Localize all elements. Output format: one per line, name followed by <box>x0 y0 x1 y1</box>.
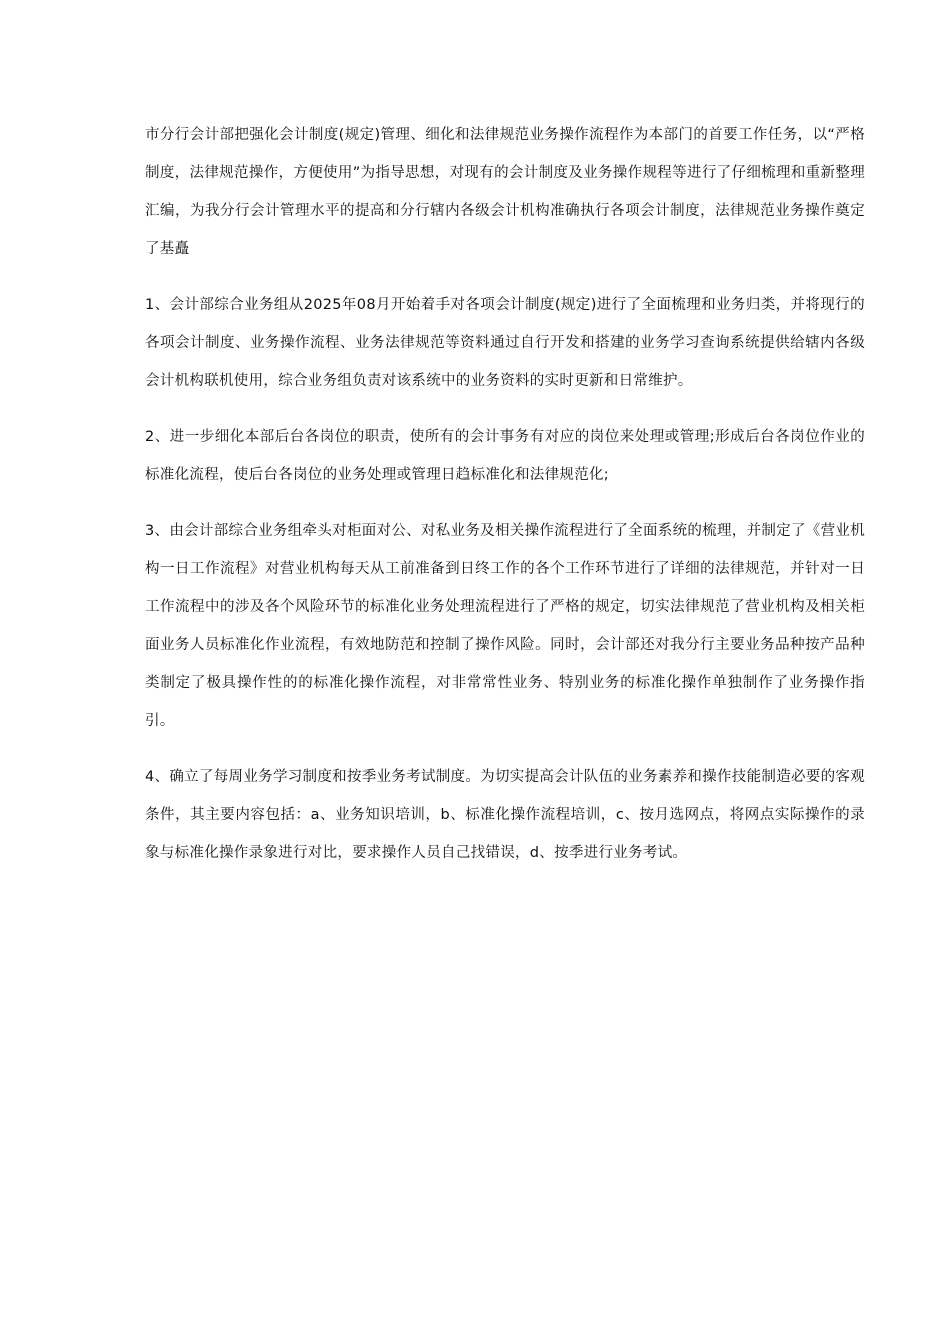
paragraph-item-3: 3、由会计部综合业务组牵头对柜面对公、对私业务及相关操作流程进行了全面系统的梳理，并制定了《营业机构一日工作流程》对营业机构每天从工前准备到日终工作的各个工作环节进行了详细的法律规范，并针对一日工作流程中的涉及各个风险环节的标准化业务处理流程进行了严格的规定，切实法律规范了营业机构及相关柜面业务人员标准化作业流程，有效地防范和控制了操作风险。同时，会计部还对我分行主要业务品种按产品种类制定了极具操作性的的标准化操作流程，对非常常性业务、特别业务的标准化操作单独制作了业务操作指引。 <box>145 523 865 729</box>
paragraph-intro: 市分行会计部把强化会计制度(规定)管理、细化和法律规范业务操作流程作为本部门的首要工作任务，以“严格制度，法律规范操作，方便使用”为指导思想，对现有的会计制度及业务操作规程等进行了仔细梳理和重新整理汇编，为我分行会计管理水平的提高和分行辖内各级会计机构准确执行各项会计制度，法律规范业务操作奠定了基矗 <box>145 127 865 257</box>
paragraph-item-4: 4、确立了每周业务学习制度和按季业务考试制度。为切实提高会计队伍的业务素养和操作技能制造必要的客观条件，其主要内容包括：a、业务知识培训，b、标准化操作流程培训，c、按月选网点，将网点实际操作的录象与标准化操作录象进行对比，要求操作人员自己找错误，d、按季进行业务考试。 <box>145 769 865 861</box>
paragraph-item-1: 1、会计部综合业务组从2025年08月开始着手对各项会计制度(规定)进行了全面梳理和业务归类，并将现行的各项会计制度、业务操作流程、业务法律规范等资料通过自行开发和搭建的业务学习查询系统提供给辖内各级会计机构联机使用，综合业务组负责对该系统中的业务资料的实时更新和日常维护。 <box>145 297 865 389</box>
paragraph-item-2: 2、进一步细化本部后台各岗位的职责，使所有的会计事务有对应的岗位来处理或管理;形成后台各岗位作业的标准化流程，使后台各岗位的业务处理或管理日趋标准化和法律规范化; <box>145 429 865 483</box>
document-body <box>145 116 865 890</box>
